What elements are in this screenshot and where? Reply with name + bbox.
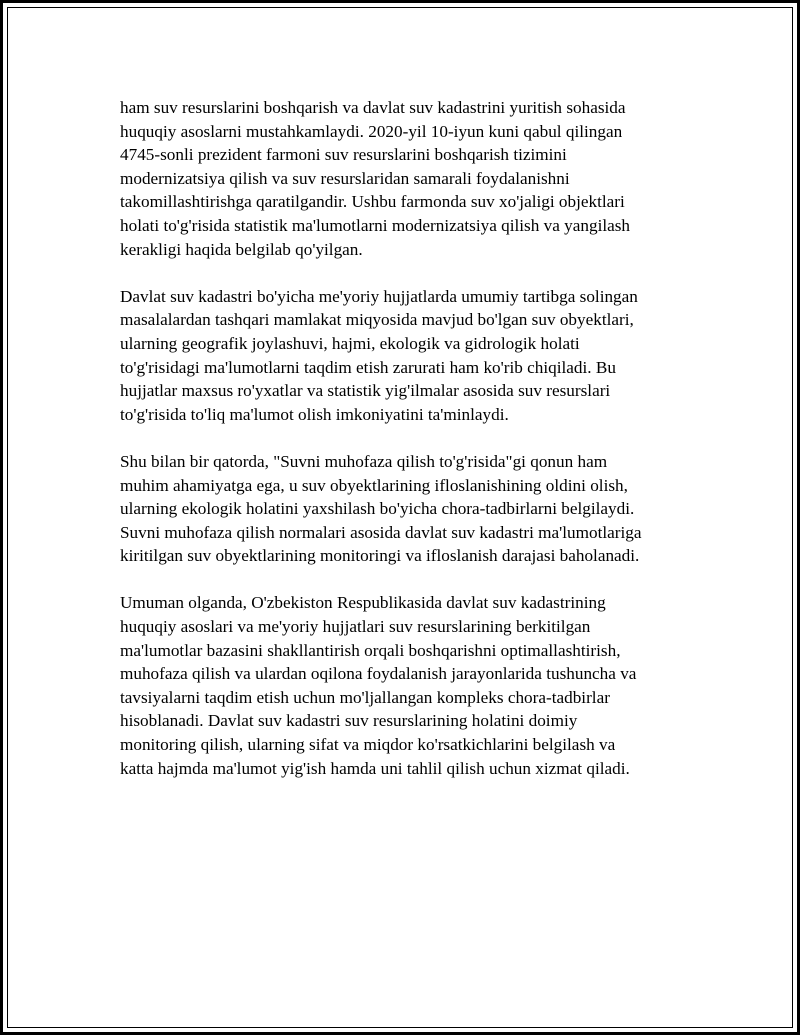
paragraph-2 <box>120 285 686 427</box>
text-line: 4745-sonli prezident farmoni suv resurslarini boshqarish tizimini <box>120 145 567 165</box>
text-line: hujjatlar maxsus ro'yxatlar va statistik yig'ilmalar asosida suv resurslari <box>120 381 611 401</box>
text-line: muhofaza qilish va ulardan oqilona foydalanish jarayonlarida tushuncha va <box>120 664 637 684</box>
text-line: huquqiy asoslari va me'yoriy hujjatlari suv resurslarining berkitilgan <box>120 617 591 637</box>
text-line: Suvni muhofaza qilish normalari asosida davlat suv kadastri ma'lumotlariga <box>120 522 642 542</box>
text-line: masalalardan tashqari mamlakat miqyosida mavjud bo'lgan suv obyektlari, <box>120 310 634 330</box>
text-line: muhim ahamiyatga ega, u suv obyektlarining ifloslanishining oldini olish, <box>120 475 628 495</box>
text-line: ularning geografik joylashuvi, hajmi, ekologik va gidrologik holati <box>120 333 580 353</box>
text-line: monitoring qilish, ularning sifat va miqdor ko'rsatkichlarini belgilash va <box>120 735 616 755</box>
paragraph-1 <box>120 96 686 261</box>
text-line: katta hajmda ma'lumot yig'ish hamda uni tahlil qilish uchun xizmat qiladi. <box>120 758 630 778</box>
text-line: Umuman olganda, O'zbekiston Respublikasida davlat suv kadastrining <box>120 593 606 613</box>
document-body <box>120 96 686 804</box>
paragraph-3 <box>120 450 686 568</box>
text-line: takomillashtirishga qaratilgandir. Ushbu farmonda suv xo'jaligi objektlari <box>120 192 625 212</box>
text-line: to'g'risidagi ma'lumotlarni taqdim etish zarurati ham ko'rib chiqiladi. Bu <box>120 357 616 377</box>
text-line: kiritilgan suv obyektlarining monitoringi va ifloslanish darajasi baholanadi. <box>120 546 640 566</box>
text-line: Shu bilan bir qatorda, "Suvni muhofaza qilish to'g'risida"gi qonun ham <box>120 451 608 471</box>
text-line: ma'lumotlar bazasini shakllantirish orqali boshqarishni optimallashtirish, <box>120 640 621 660</box>
text-line: tavsiyalarni taqdim etish uchun mo'ljallangan kompleks chora-tadbirlar <box>120 687 610 707</box>
text-line: modernizatsiya qilish va suv resurslaridan samarali foydalanishni <box>120 168 570 188</box>
text-line: hisoblanadi. Davlat suv kadastri suv resurslarining holatini doimiy <box>120 711 578 731</box>
text-line: holati to'g'risida statistik ma'lumotlarni modernizatsiya qilish va yangilash <box>120 215 631 235</box>
text-line: kerakligi haqida belgilab qo'yilgan. <box>120 239 363 259</box>
text-line: huquqiy asoslarni mustahkamlaydi. 2020-yil 10-iyun kuni qabul qilingan <box>120 121 623 141</box>
text-line: Davlat suv kadastri bo'yicha me'yoriy hujjatlarda umumiy tartibga solingan <box>120 286 638 306</box>
text-line: ham suv resurslarini boshqarish va davlat suv kadastrini yuritish sohasida <box>120 98 626 117</box>
paragraph-4 <box>120 591 686 780</box>
text-line: to'g'risida to'liq ma'lumot olish imkoniyatini ta'minlaydi. <box>120 404 509 424</box>
text-line: ularning ekologik holatini yaxshilash bo'yicha chora-tadbirlarni belgilaydi. <box>120 499 635 519</box>
